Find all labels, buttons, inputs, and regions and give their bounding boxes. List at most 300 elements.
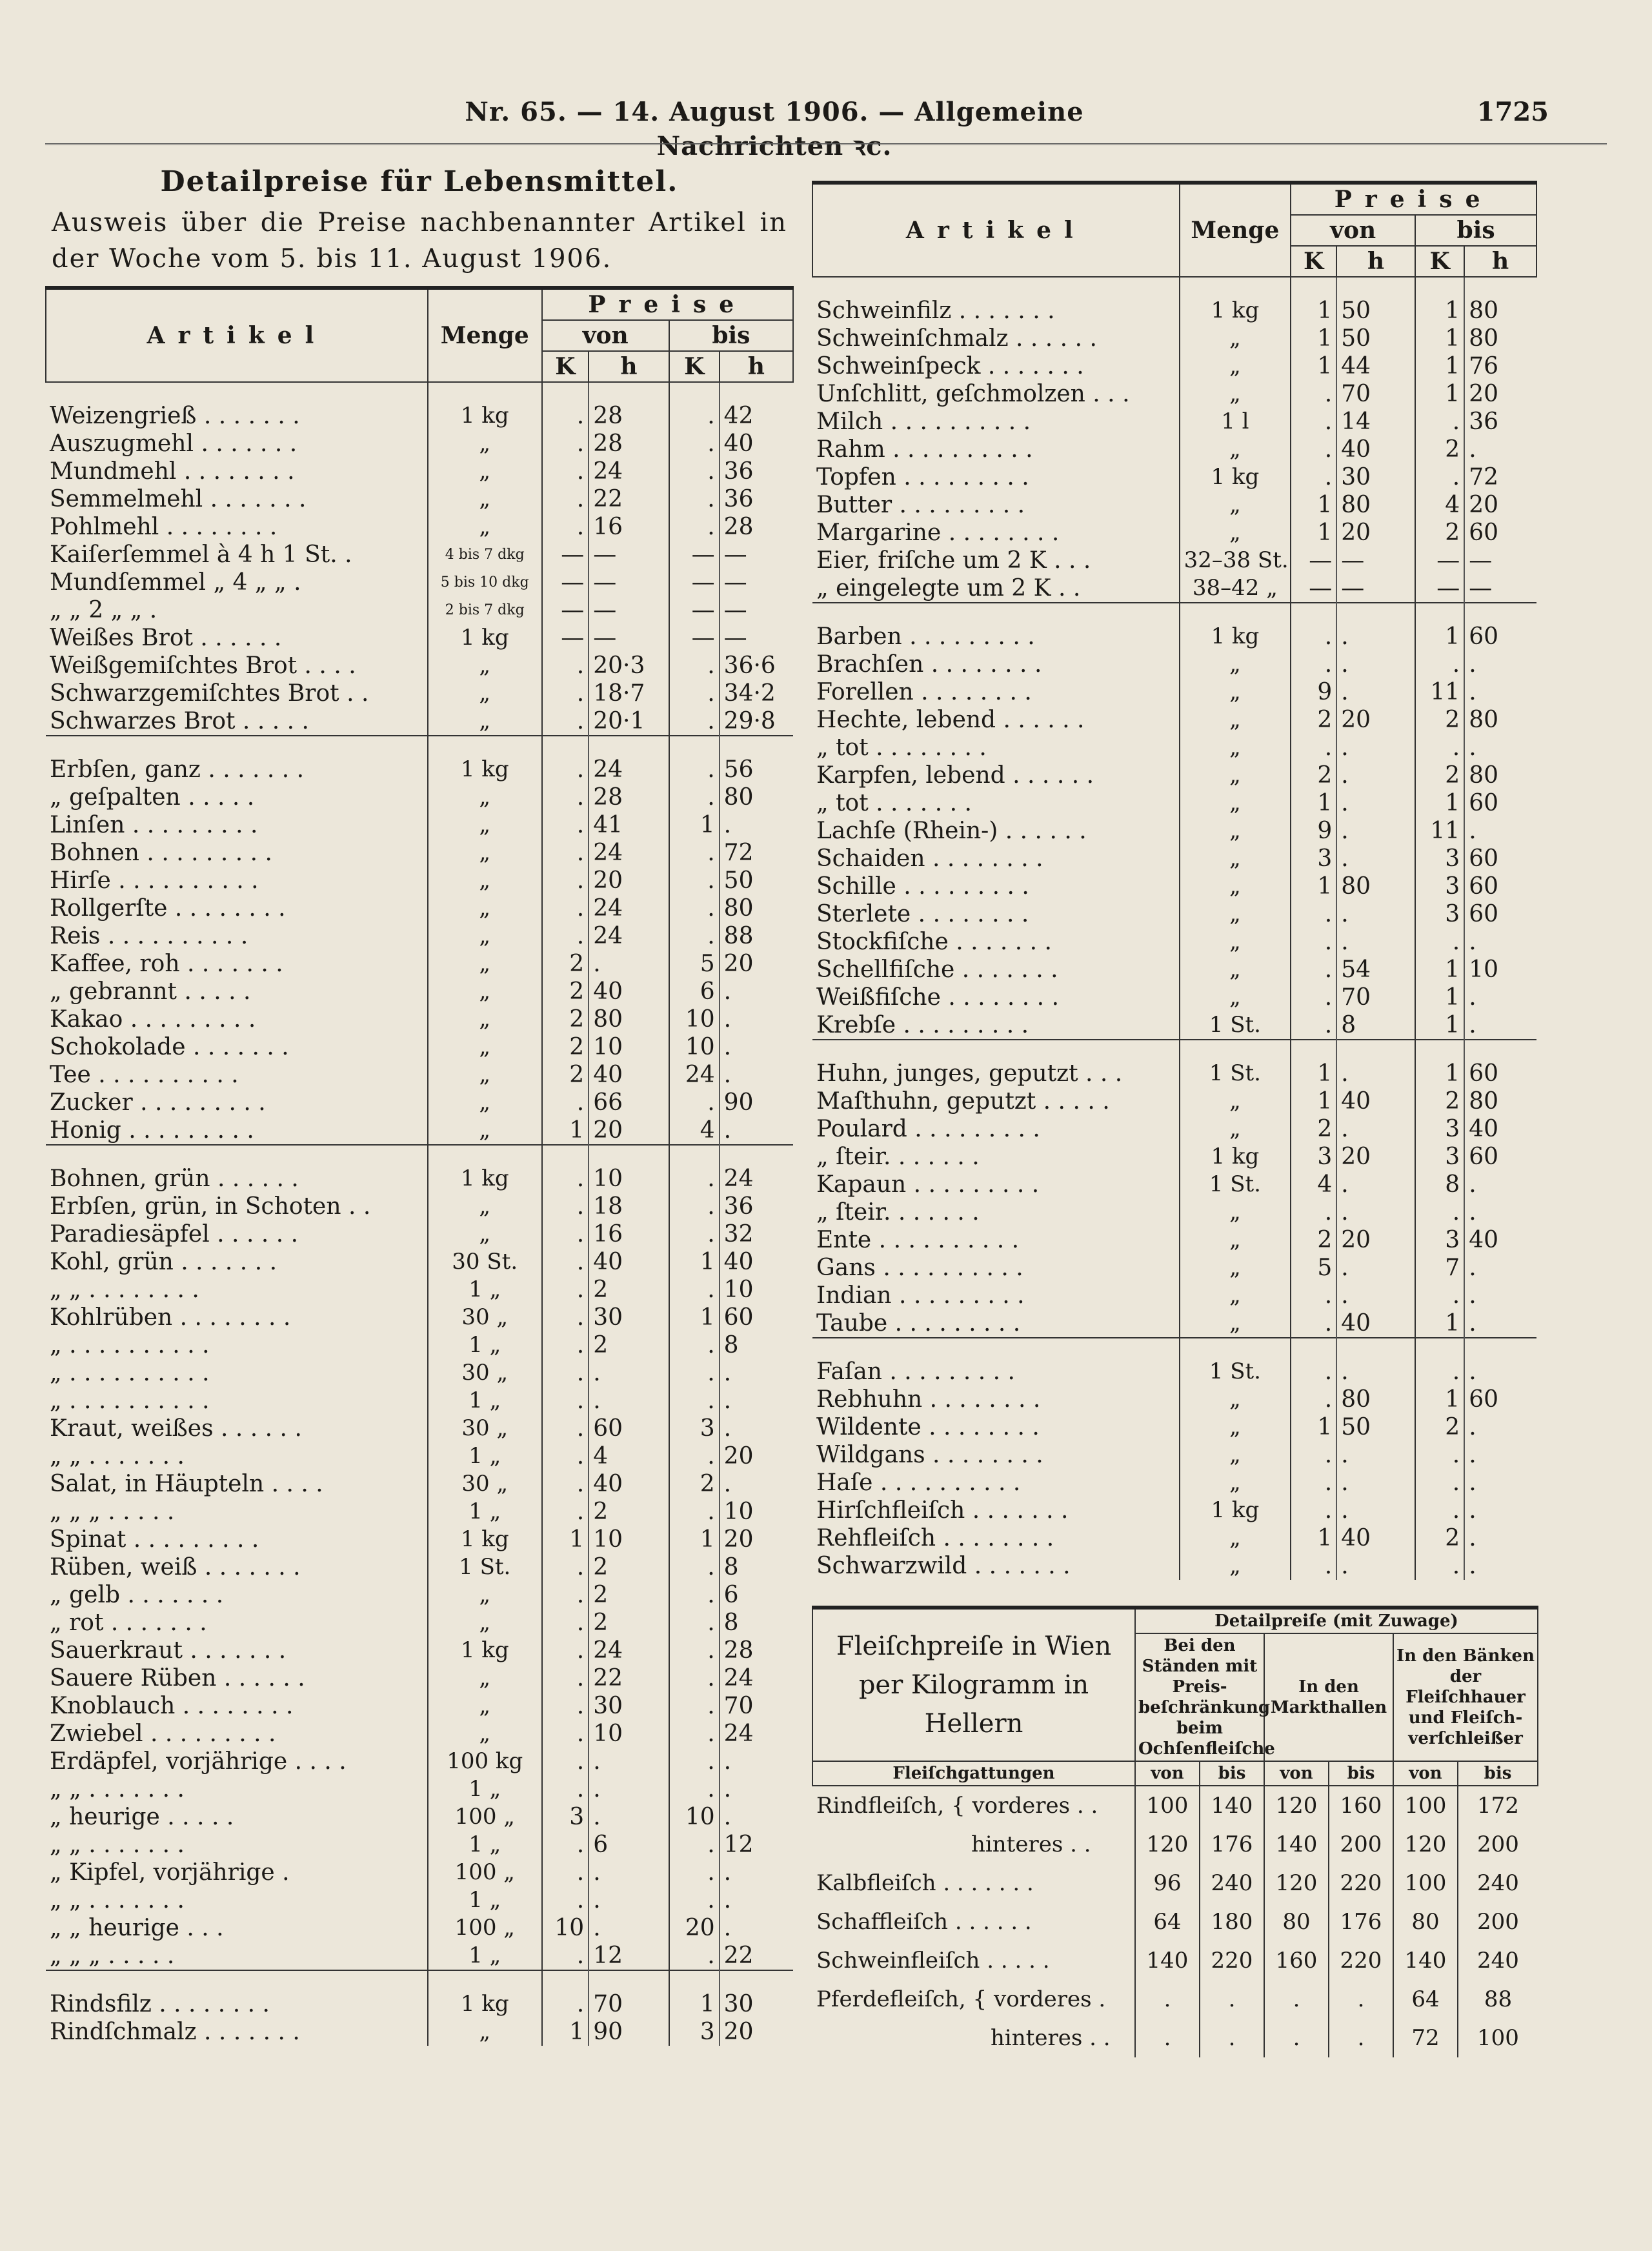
bis-h-cell: .: [1464, 1011, 1536, 1040]
group-separator: [812, 1040, 1536, 1060]
bis-h-cell: 10: [1464, 956, 1536, 984]
table-row: [46, 1990, 793, 2018]
von-h-cell: 70: [1336, 380, 1415, 408]
menge-cell: 1 kg: [428, 1165, 542, 1193]
left-price-table: [45, 286, 794, 2046]
bis-k-cell: .: [1415, 1552, 1464, 1580]
von-k-cell: 1: [1291, 325, 1336, 352]
bis-k-cell: 11: [1415, 817, 1464, 845]
price-cell: 80: [1393, 1903, 1458, 1941]
artikel-cell: Schaiden . . . . . . . .: [816, 845, 1043, 872]
menge-cell: 1 kg: [428, 402, 542, 430]
table-row: [46, 1942, 793, 1970]
table-row: [812, 463, 1536, 491]
bis-k-cell: 2: [1415, 1524, 1464, 1552]
bis-k-cell: 6: [669, 978, 720, 1005]
von-h-cell: 50: [1336, 1413, 1415, 1441]
table-row: [812, 623, 1536, 651]
bis-h-cell: 6: [720, 1581, 793, 1609]
bis-h-cell: 70: [720, 1692, 793, 1720]
von-h-cell: .: [1336, 1469, 1415, 1497]
table-row: [46, 485, 793, 513]
table-row: [812, 706, 1536, 734]
bis-h-cell: .: [1464, 1309, 1536, 1338]
spacer-cell: [1336, 603, 1415, 623]
price-cell: 176: [1329, 1903, 1393, 1941]
bis-k-cell: .: [669, 1637, 720, 1664]
artikel-cell: „ tot . . . . . . .: [816, 790, 972, 816]
von-h-cell: 60: [589, 1415, 669, 1442]
bis-k-cell: 1: [669, 811, 720, 839]
von-k-cell: .: [1291, 1552, 1336, 1580]
spacer-cell: [1464, 277, 1536, 297]
von-h-cell: 8: [1336, 1011, 1415, 1040]
col-markthallen: In den Markthallen: [1264, 1633, 1393, 1761]
von-k-cell: 9: [1291, 817, 1336, 845]
table-row: [812, 845, 1536, 873]
von-h-cell: 30: [589, 1304, 669, 1331]
table-row: [812, 1386, 1536, 1413]
right-price-table: [812, 181, 1537, 1580]
bis-k-cell: .: [1415, 463, 1464, 491]
menge-cell: „: [1180, 1413, 1291, 1441]
price-cell: 100: [1393, 1786, 1458, 1825]
artikel-cell: Kohl, grün . . . . . . .: [50, 1249, 277, 1275]
bis-h-cell: .: [720, 1859, 793, 1886]
bis-k-cell: .: [1415, 1358, 1464, 1386]
menge-cell: „: [1180, 762, 1291, 789]
bis-k-cell: 1: [1415, 1386, 1464, 1413]
menge-cell: „: [428, 1193, 542, 1220]
artikel-cell: Taube . . . . . . . . .: [816, 1310, 1021, 1337]
menge-cell: „: [428, 1664, 542, 1692]
artikel-cell: Brachſen . . . . . . . .: [816, 651, 1042, 678]
menge-cell: „: [428, 978, 542, 1005]
menge-cell: 1 „: [428, 1276, 542, 1304]
artikel-cell: Weißes Brot . . . . . .: [50, 625, 282, 651]
table-row: [812, 1309, 1536, 1338]
col-k: K: [669, 351, 720, 382]
von-k-cell: 3: [542, 1803, 589, 1831]
table-row: [812, 408, 1536, 436]
von-h-cell: 54: [1336, 956, 1415, 984]
von-h-cell: 24: [589, 1637, 669, 1664]
von-h-cell: .: [1336, 1198, 1415, 1226]
price-cell: 100: [1135, 1786, 1200, 1825]
bis-h-cell: —: [720, 596, 793, 624]
von-k-cell: 2: [1291, 1115, 1336, 1143]
von-k-cell: 1: [1291, 297, 1336, 325]
von-k-cell: .: [542, 458, 589, 485]
von-k-cell: .: [1291, 436, 1336, 463]
von-k-cell: .: [542, 1442, 589, 1470]
artikel-cell: Zwiebel . . . . . . . . .: [50, 1721, 276, 1747]
bis-k-cell: .: [669, 680, 720, 707]
von-k-cell: .: [542, 1415, 589, 1442]
artikel-cell: Wildgans . . . . . . . .: [816, 1442, 1043, 1468]
bis-k-cell: 3: [1415, 873, 1464, 900]
fleischgattungen-head: Fleiſchgattungen: [812, 1761, 1135, 1786]
von-k-cell: .: [542, 1248, 589, 1276]
menge-cell: „: [428, 1609, 542, 1637]
price-cell: 220: [1329, 1864, 1393, 1903]
menge-cell: „: [1180, 984, 1291, 1011]
price-cell: 80: [1264, 1903, 1329, 1941]
von-k-cell: .: [542, 513, 589, 541]
table-row: [812, 352, 1536, 380]
menge-cell: 1 St.: [1180, 1011, 1291, 1040]
spacer-cell: [428, 736, 542, 756]
menge-cell: „: [1180, 1469, 1291, 1497]
von-k-cell: .: [542, 839, 589, 867]
von-k-cell: .: [542, 922, 589, 950]
table-row: [46, 839, 793, 867]
artikel-cell: „ „ . . . . . . . .: [50, 1277, 199, 1303]
bis-h-cell: 20: [720, 1526, 793, 1553]
von-h-cell: 44: [1336, 352, 1415, 380]
group-separator: [46, 1970, 793, 1990]
artikel-cell: „ heurige . . . . .: [50, 1804, 234, 1830]
spacer-cell: [589, 1145, 669, 1165]
spacer-cell: [589, 736, 669, 756]
von-h-cell: .: [1336, 1282, 1415, 1309]
von-h-cell: 28: [589, 783, 669, 811]
von-k-cell: .: [542, 1165, 589, 1193]
von-h-cell: 28: [589, 430, 669, 458]
von-h-cell: .: [1336, 762, 1415, 789]
artikel-cell: Sterlete . . . . . . . .: [816, 901, 1029, 927]
table-row: [812, 817, 1536, 845]
von-k-cell: .: [1291, 1282, 1336, 1309]
bis-k-cell: 3: [1415, 900, 1464, 928]
bis-h-cell: .: [720, 1803, 793, 1831]
artikel-cell: „ eingelegte um 2 K . .: [816, 575, 1081, 601]
artikel-cell: „ „ heurige . . .: [50, 1915, 224, 1941]
table-row: [46, 1005, 793, 1033]
menge-cell: „: [428, 513, 542, 541]
col-von: von: [1393, 1761, 1458, 1786]
group-separator: [46, 382, 793, 402]
artikel-cell: Schwarzgemiſchtes Brot . .: [50, 680, 369, 707]
bis-h-cell: .: [720, 1415, 793, 1442]
von-k-cell: .: [542, 1859, 589, 1886]
von-k-cell: .: [542, 1387, 589, 1415]
price-cell: 200: [1458, 1903, 1538, 1941]
von-k-cell: 2: [542, 1005, 589, 1033]
bis-k-cell: 2: [1415, 1087, 1464, 1115]
von-k-cell: .: [1291, 956, 1336, 984]
meat-row: [812, 1786, 1538, 1825]
fleischgattung-cell: [812, 1980, 1135, 2019]
table-row: [46, 1803, 793, 1831]
bis-k-cell: .: [669, 430, 720, 458]
bis-h-cell: .: [1464, 817, 1536, 845]
price-cell: 180: [1200, 1903, 1264, 1941]
group-separator: [46, 736, 793, 756]
von-k-cell: .: [542, 485, 589, 513]
row-label: Kalbfleiſch . . . . . . .: [816, 1870, 1034, 1896]
artikel-cell: Indian . . . . . . . . .: [816, 1282, 1025, 1309]
artikel-cell: Ente . . . . . . . . . .: [816, 1227, 1020, 1253]
spacer-cell: [589, 382, 669, 402]
bis-h-cell: .: [1464, 678, 1536, 706]
price-cell: 200: [1458, 1825, 1538, 1864]
menge-cell: 1 kg: [428, 1637, 542, 1664]
von-h-cell: .: [1336, 1254, 1415, 1282]
artikel-cell: Unſchlitt, geſchmolzen . . .: [816, 381, 1130, 407]
menge-cell: „: [1180, 436, 1291, 463]
bis-h-cell: 90: [720, 1089, 793, 1116]
von-h-cell: .: [1336, 928, 1415, 956]
spacer-cell: [542, 382, 589, 402]
group-separator: [812, 1338, 1536, 1358]
von-k-cell: .: [542, 756, 589, 783]
menge-cell: 1 St.: [1180, 1358, 1291, 1386]
table-row: [46, 680, 793, 707]
artikel-cell: „ gelb . . . . . . .: [50, 1582, 224, 1608]
col-menge: Menge: [428, 288, 542, 382]
von-k-cell: .: [542, 680, 589, 707]
bis-h-cell: .: [1464, 1198, 1536, 1226]
von-k-cell: .: [542, 783, 589, 811]
von-h-cell: 40: [589, 978, 669, 1005]
menge-cell: 1 „: [428, 1942, 542, 1970]
von-k-cell: 5: [1291, 1254, 1336, 1282]
menge-cell: „: [1180, 1254, 1291, 1282]
price-cell: 160: [1264, 1941, 1329, 1980]
von-k-cell: .: [542, 1193, 589, 1220]
artikel-cell: „ . . . . . . . . . .: [50, 1332, 210, 1358]
table-row: [46, 1859, 793, 1886]
bis-h-cell: 22: [720, 1942, 793, 1970]
spacer-cell: [1415, 603, 1464, 623]
table-row: [46, 1033, 793, 1061]
bis-h-cell: 60: [1464, 519, 1536, 547]
artikel-cell: Wildente . . . . . . . .: [816, 1414, 1040, 1440]
bis-k-cell: —: [1415, 547, 1464, 574]
artikel-cell: Honig . . . . . . . . .: [50, 1117, 254, 1144]
menge-cell: „: [1180, 1282, 1291, 1309]
spacer-cell: [1180, 277, 1291, 297]
bis-k-cell: 11: [1415, 678, 1464, 706]
von-k-cell: .: [542, 811, 589, 839]
table-row: [46, 978, 793, 1005]
price-cell: 240: [1200, 1864, 1264, 1903]
von-k-cell: 1: [1291, 519, 1336, 547]
artikel-cell: Salat, in Häupteln . . . .: [50, 1471, 323, 1497]
bis-h-cell: 60: [1464, 623, 1536, 651]
menge-cell: „: [1180, 1386, 1291, 1413]
von-k-cell: 1: [542, 1116, 589, 1145]
table-row: [46, 1664, 793, 1692]
meat-row: [812, 1941, 1538, 1980]
table-row: [812, 1171, 1536, 1198]
col-von: von: [1264, 1761, 1329, 1786]
table-row: [812, 1469, 1536, 1497]
artikel-cell: Huhn, junges, geputzt . . .: [816, 1060, 1123, 1087]
von-h-cell: 20·1: [589, 707, 669, 736]
meat-table-body: [812, 1786, 1538, 2057]
menge-cell: „: [1180, 1198, 1291, 1226]
menge-cell: „: [1180, 1524, 1291, 1552]
bis-k-cell: 3: [1415, 845, 1464, 873]
von-h-cell: .: [1336, 1441, 1415, 1469]
menge-cell: „: [428, 707, 542, 736]
bis-k-cell: .: [669, 1193, 720, 1220]
von-h-cell: .: [589, 1914, 669, 1942]
bis-h-cell: .: [720, 1033, 793, 1061]
bis-k-cell: .: [669, 1220, 720, 1248]
von-k-cell: .: [1291, 1198, 1336, 1226]
von-h-cell: 22: [589, 1664, 669, 1692]
von-h-cell: 10: [589, 1165, 669, 1193]
bis-k-cell: 1: [1415, 623, 1464, 651]
bis-h-cell: .: [1464, 1171, 1536, 1198]
von-k-cell: 1: [542, 2018, 589, 2046]
bis-k-cell: .: [1415, 408, 1464, 436]
col-h: h: [589, 351, 669, 382]
bis-h-cell: .: [720, 811, 793, 839]
bis-k-cell: —: [1415, 574, 1464, 603]
bis-k-cell: 1: [1415, 984, 1464, 1011]
artikel-cell: Krebſe . . . . . . . . .: [816, 1012, 1029, 1038]
artikel-cell: Rehfleiſch . . . . . . . .: [816, 1525, 1054, 1551]
artikel-cell: Rebhuhn . . . . . . . .: [816, 1386, 1041, 1413]
artikel-cell: Faſan . . . . . . . . .: [816, 1358, 1015, 1385]
bis-k-cell: .: [669, 1748, 720, 1775]
von-h-cell: .: [1336, 1552, 1415, 1580]
menge-cell: „: [428, 458, 542, 485]
bis-h-cell: 50: [720, 867, 793, 894]
bis-k-cell: 3: [1415, 1143, 1464, 1171]
bis-k-cell: 1: [669, 1304, 720, 1331]
price-cell: 220: [1329, 1941, 1393, 1980]
bis-h-cell: 80: [1464, 325, 1536, 352]
bis-h-cell: 60: [1464, 1143, 1536, 1171]
bis-k-cell: 1: [1415, 1060, 1464, 1087]
artikel-cell: „ „ . . . . . . .: [50, 1776, 185, 1802]
price-cell: .: [1135, 2019, 1200, 2057]
menge-cell: 1 kg: [1180, 463, 1291, 491]
von-k-cell: .: [1291, 1011, 1336, 1040]
bis-h-cell: 34·2: [720, 680, 793, 707]
bis-h-cell: .: [720, 1061, 793, 1089]
von-h-cell: .: [1336, 1115, 1415, 1143]
bis-k-cell: .: [1415, 928, 1464, 956]
von-h-cell: 24: [589, 839, 669, 867]
von-k-cell: .: [1291, 928, 1336, 956]
artikel-cell: Bohnen, grün . . . . . .: [50, 1166, 299, 1192]
artikel-cell: Lachſe (Rhein-) . . . . . .: [816, 818, 1087, 844]
von-k-cell: 1: [1291, 1060, 1336, 1087]
bis-h-cell: 20: [720, 950, 793, 978]
row-label: hinteres . .: [971, 1832, 1091, 1857]
table-row: [46, 1061, 793, 1089]
spacer-cell: [1336, 277, 1415, 297]
von-k-cell: .: [542, 1581, 589, 1609]
menge-cell: „: [1180, 380, 1291, 408]
menge-cell: 1 St.: [428, 1553, 542, 1581]
table-row: [812, 519, 1536, 547]
bis-k-cell: 1: [1415, 1309, 1464, 1338]
bis-h-cell: 40: [1464, 1226, 1536, 1254]
table-row: [46, 1498, 793, 1526]
von-h-cell: 30: [589, 1692, 669, 1720]
table-row: [812, 762, 1536, 789]
bis-h-cell: 20: [1464, 380, 1536, 408]
von-h-cell: .: [1336, 651, 1415, 678]
menge-cell: „: [428, 811, 542, 839]
von-h-cell: 80: [1336, 1386, 1415, 1413]
menge-cell: 30 „: [428, 1359, 542, 1387]
price-cell: 64: [1393, 1980, 1458, 2019]
menge-cell: „: [428, 1581, 542, 1609]
artikel-cell: Rahm . . . . . . . . . .: [816, 436, 1033, 463]
table-row: [812, 678, 1536, 706]
artikel-cell: Weißfiſche . . . . . . . .: [816, 984, 1060, 1011]
col-preise: Preise: [1291, 183, 1536, 215]
von-k-cell: .: [542, 1359, 589, 1387]
von-h-cell: 20: [1336, 519, 1415, 547]
bis-h-cell: .: [1464, 984, 1536, 1011]
price-cell: 140: [1200, 1786, 1264, 1825]
bis-h-cell: 8: [720, 1609, 793, 1637]
spacer-cell: [1180, 603, 1291, 623]
von-k-cell: —: [542, 624, 589, 652]
table-row: [46, 652, 793, 680]
bis-k-cell: .: [669, 402, 720, 430]
von-k-cell: 10: [542, 1914, 589, 1942]
menge-cell: 1 „: [428, 1886, 542, 1914]
category-label: Pferdefleiſch, {: [816, 1986, 994, 2012]
bis-h-cell: 36: [720, 458, 793, 485]
menge-cell: 1 „: [428, 1775, 542, 1803]
menge-cell: „: [428, 1720, 542, 1748]
spacer-cell: [46, 736, 428, 756]
von-h-cell: 16: [589, 513, 669, 541]
bis-h-cell: 24: [720, 1664, 793, 1692]
menge-cell: 32–38 St.: [1180, 547, 1291, 574]
bis-h-cell: 56: [720, 756, 793, 783]
von-k-cell: .: [1291, 984, 1336, 1011]
row-label: Schaffleiſch . . . . . .: [816, 1909, 1032, 1935]
artikel-cell: Barben . . . . . . . . .: [816, 623, 1035, 650]
price-cell: 100: [1458, 2019, 1538, 2057]
von-h-cell: 20: [1336, 706, 1415, 734]
meat-row: [812, 1980, 1538, 2019]
spacer-cell: [1464, 603, 1536, 623]
bis-k-cell: .: [669, 707, 720, 736]
price-cell: .: [1135, 1980, 1200, 2019]
col-preise: Preise: [542, 288, 794, 320]
bis-k-cell: 2: [1415, 519, 1464, 547]
spacer-cell: [1291, 277, 1336, 297]
row-label: vorderes .: [993, 1986, 1106, 2012]
spacer-cell: [428, 1970, 542, 1990]
spacer-cell: [1464, 1338, 1536, 1358]
table-row: [812, 900, 1536, 928]
menge-cell: „: [1180, 1552, 1291, 1580]
spacer-cell: [812, 277, 1180, 297]
bis-h-cell: 80: [1464, 762, 1536, 789]
bis-k-cell: 7: [1415, 1254, 1464, 1282]
bis-h-cell: 60: [1464, 900, 1536, 928]
fleischgattung-cell: [812, 2019, 1135, 2057]
artikel-cell: Rollgerſte . . . . . . . .: [50, 895, 286, 922]
table-row: [46, 1304, 793, 1331]
von-h-cell: 40: [1336, 436, 1415, 463]
von-k-cell: .: [542, 1886, 589, 1914]
